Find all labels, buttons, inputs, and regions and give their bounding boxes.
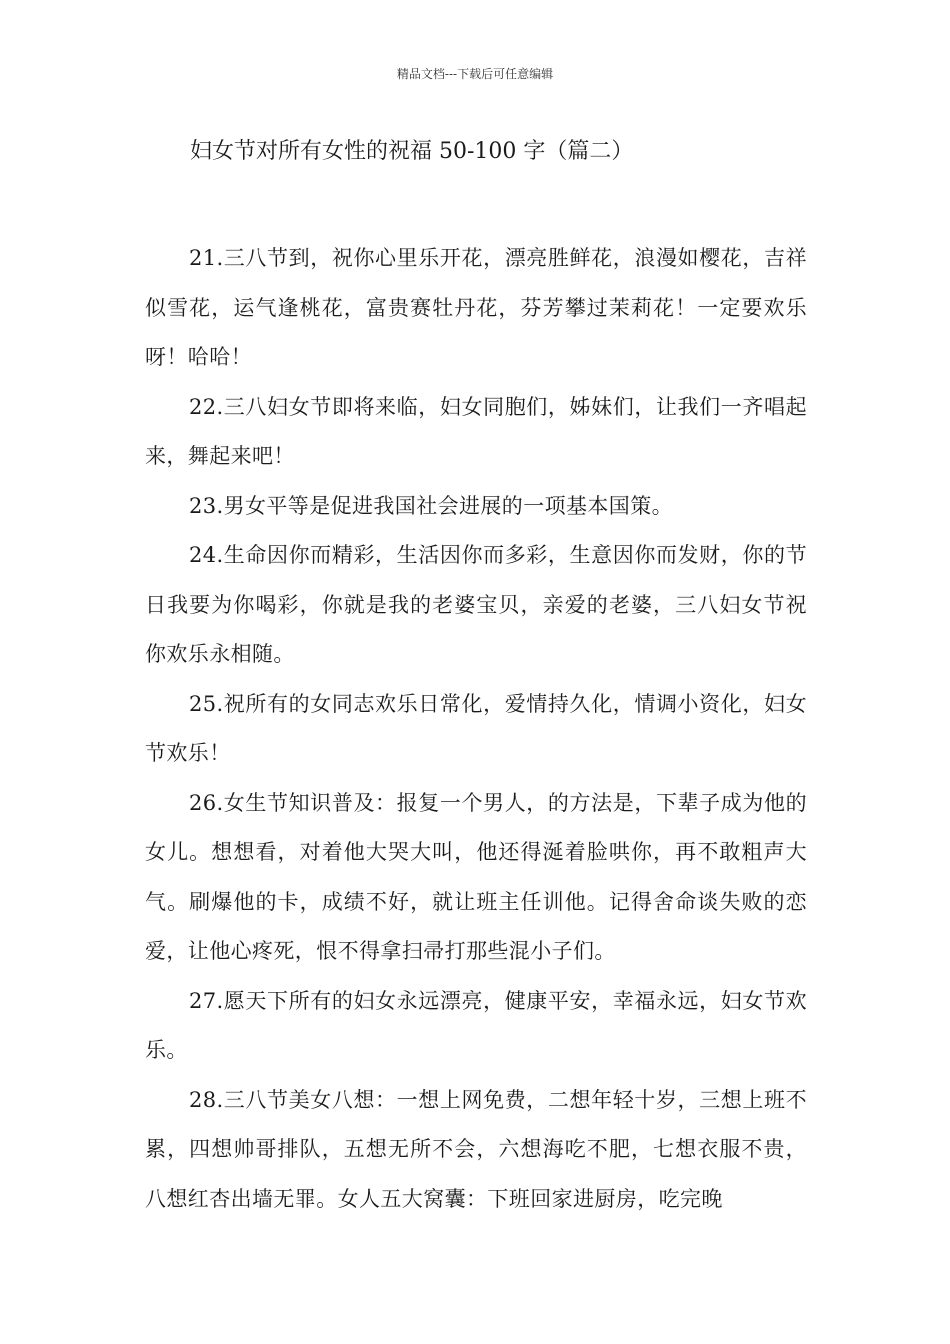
paragraph-25: 25.祝所有的女同志欢乐日常化，爱情持久化，情调小资化，妇女节欢乐！ [145,691,807,765]
paragraph-24: 24.生命因你而精彩，生活因你而多彩，生意因你而发财，你的节日我要为你喝彩，你就是我的老婆宝贝，亲爱的老婆，三八妇女节祝你欢乐永相随。 [145,543,807,666]
paragraph-28: 28.三八节美女八想：一想上网免费，二想年轻十岁，三想上班不累，四想帅哥排队，五想无所不会，六想海吃不肥，七想衣服不贵，八想红杏出墙无罪。女人五大窝囊：下班回家进厨房，吃完晚 [145,1087,807,1211]
paragraph-26: 26.女生节知识普及：报复一个男人，的方法是，下辈子成为他的女儿。想想看，对着他大哭大叫，他还得涎着脸哄你，再不敢粗声大气。刷爆他的卡，成绩不好，就让班主任训他。记得舍命谈失败的恋爱，让他心疼死，恨不得拿扫帚打那些混小子们。 [145,790,807,963]
paragraph-23: 23.男女平等是促进我国社会进展的一项基本国策。 [189,493,673,518]
paragraph-21: 21.三八节到，祝你心里乐开花，漂亮胜鲜花，浪漫如樱花，吉祥似雪花，运气逢桃花，富贵赛牡丹花，芬芳攀过茉莉花！一定要欢乐呀！哈哈！ [145,246,807,369]
page-header: 精品文档---下载后可任意编辑 [396,67,554,81]
document-body [145,234,807,1224]
document-title: 妇女节对所有女性的祝福 50-100 字（篇二） [190,139,634,164]
paragraph-22: 22.三八妇女节即将来临，妇女同胞们，姊妹们，让我们一齐唱起来，舞起来吧！ [145,394,807,468]
paragraph-27: 27.愿天下所有的妇女永远漂亮，健康平安，幸福永远，妇女节欢乐。 [145,988,807,1062]
